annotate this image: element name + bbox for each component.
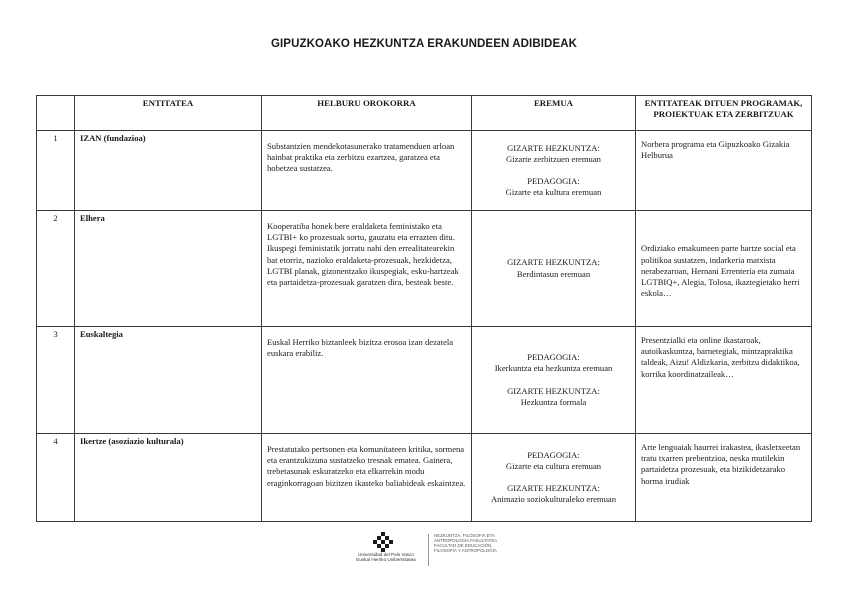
header-eremua: EREMUA [472,96,636,131]
entity-eremua [472,131,636,211]
eremua-label: PEDAGOGIA: [527,449,580,460]
page-title: GIPUZKOAKO HEZKUNTZA ERAKUNDEEN ADIBIDEAK [270,38,578,50]
footer-logos [348,532,508,568]
eremua-label: PEDAGOGIA: [527,176,580,186]
ehu-emblem-icon [372,532,394,552]
ehu-logo [348,532,424,568]
entity-name: Euskaltegia [75,327,262,434]
table-row [37,434,812,522]
table-row [37,211,812,327]
row-number: 3 [37,327,75,434]
entity-eremua [472,434,636,522]
eremua-value: Hezkuntza formala [520,396,587,407]
eremua-value: Animazio soziokulturaleko eremuan [490,494,617,505]
header-helburua: HELBURU OROKORRA [262,96,472,131]
eremua-label: GIZARTE HEZKUNTZA: [507,385,600,396]
entity-programs: Norbera programa eta Gipuzkoako Gizakia Helburua [636,131,812,211]
ehu-text: Universidad del País Vasco Euskal Herriko Unibertsitatea [356,552,416,562]
eremua-label: GIZARTE HEZKUNTZA: [507,142,600,153]
faculty-text: HEZKUNTZA, FILOSOFIA ETA ANTROPOLOGIA FAKULTATEA FACULTAD DE EDUCACIÓN, FILOSOFÍA Y ANTROPOLOGÍA [434,533,498,553]
eremua-value: Gizarte zerbitzuen eremuan [506,153,601,164]
entity-goal: Kooperatiba honek bere eraldaketa feministako eta LGTBI+ ko prozesuak sortu, gauzatu eta errazten ditu. Ikuspegi feministatik jorratu nahi den errealitatearekin bat etorriz, nazioko eraldaketa-prozesuak, hezkidetza, LGTBI planak, gizonentzako ikuspegiak, esku-hartzeak eta partaidetza-prozesuak garatzen dira, besteak beste. [262,211,472,327]
entity-goal: Euskal Herriko biztanleek bizitza erosoa izan dezatela euskara erabiliz. [262,327,472,434]
table-row [37,131,812,211]
header-entitatea: ENTITATEA [75,96,262,131]
entity-eremua [472,327,636,434]
eremua-value: Gizarte eta kultura eremuan [505,187,602,198]
entity-programs: Ordiziako emakumeen parte hartze social eta politikoa sustatzen, indarkeria matxista nerabezaroan, Hernani Errenteria eta zumaia LGTBIQ+, Alegia, Tolosa, ikaztegietako herri eskola… [636,211,812,327]
row-number: 1 [37,131,75,211]
row-number: 4 [37,434,75,522]
eremua-value: Gizarte eta cultura eremuan [505,460,602,471]
eremua-label: PEDAGOGIA: [527,352,580,363]
footer-divider [428,534,429,566]
entity-programs: Presentzialki eta online ikastaroak, autoikaskuntza, barnetegiak, mintzapraktika taldeak, Aizu! Aldizkaria, zerbitzu didaktikoa, korrika koordinatzaileak… [636,327,812,434]
entity-name: Ikertze (asoziazio kulturala) [75,434,262,522]
entities-table [36,95,812,522]
row-number: 2 [37,211,75,327]
entity-name: IZAN (fundazioa) [75,131,262,211]
entity-goal: Prestatutako pertsonen eta komunitateen kritika, sormena eta erantzukizuna sustatzeko tresnak ematea. Gainera, trebetasunak eskuratzeko eta elkarrekin modu eraginkorragoan bizitzen ikasteko baliabideak eskaintzea. [262,434,472,522]
eremua-value: Ikerkuntza eta hezkuntza eremuan [494,363,613,374]
entity-programs: Arte lengoaiak haurrei irakastea, ikasletxeetan tratu txarren prebentzioa, neska mutilekin partaidetza prozesuak, eta bizikidetzarako horma irudiak [636,434,812,522]
header-num [37,96,75,131]
entity-name: Elhera [75,211,262,327]
eremua-label: GIZARTE HEZKUNTZA: [507,257,600,268]
eremua-value: Berdintasun eremuan [516,268,591,279]
eremua-label: GIZARTE HEZKUNTZA: [507,483,600,493]
entity-eremua [472,211,636,327]
table-row [37,327,812,434]
table-header-row [37,96,812,131]
header-programak: ENTITATEAK DITUEN PROGRAMAK, PROIEKTUAK ETA ZERBITZUAK [636,96,812,131]
entity-goal: Substantzien mendekotasunerako tratamenduen arloan hainbat praktika eta zerbitzu ezartzea, garatzea eta hobetzea sustatzea. [262,131,472,211]
